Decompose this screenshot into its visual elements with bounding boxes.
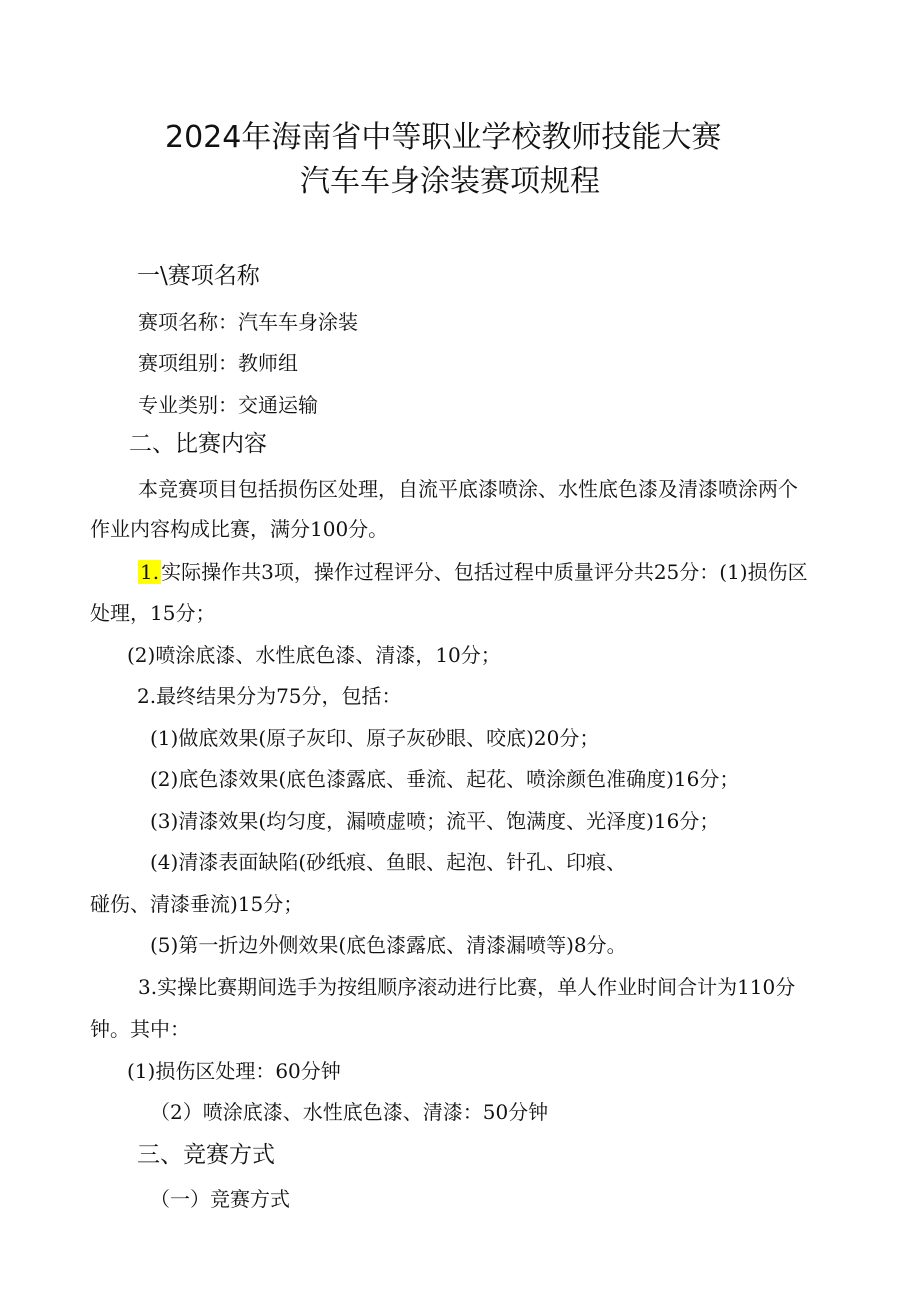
paragraph-1-line-1 — [138, 559, 808, 585]
result-item-1: (1)做底效果(原子灰印、原子灰砂眼、咬底)20分； — [150, 726, 600, 750]
paragraph-1-line-3: (2)喷涂底漆、水性底色漆、清漆，10分； — [127, 643, 501, 667]
section-2-heading: 二、比赛内容 — [129, 431, 267, 457]
section-3-heading: 三、竞赛方式 — [137, 1142, 275, 1168]
result-item-2: (2)底色漆效果(底色漆露底、垂流、起花、喷涂颜色准确度)16分； — [150, 767, 740, 791]
time-item-1: (1)损伤区处理：60分钟 — [127, 1059, 341, 1083]
highlighted-number: 1. — [140, 560, 160, 584]
time-item-2: （2）喷涂底漆、水性底色漆、清漆：50分钟 — [150, 1100, 549, 1124]
section-1-heading: 一\赛项名称 — [137, 263, 260, 289]
result-item-4: (4)清漆表面缺陷(砂纸痕、鱼眼、起泡、针孔、印痕、 — [150, 850, 627, 874]
paragraph-3-line-1: 3.实操比赛期间选手为按组顺序滚动进行比赛，单人作业时间合计为110分 — [138, 975, 796, 999]
section-3-subheading: （一）竞赛方式 — [150, 1187, 290, 1211]
title-line-1: 2024年海南省中等职业学校教师技能大赛 — [165, 120, 722, 155]
event-group: 赛项组别：教师组 — [138, 351, 298, 375]
paragraph-1-line-2: 处理，15分； — [90, 601, 216, 625]
paragraph-1-text: 实际操作共3项，操作过程评分、包括过程中质量评分共25分：(1)损伤区 — [161, 560, 808, 584]
title-line-2: 汽车车身涂装赛项规程 — [300, 164, 600, 199]
intro-line-2: 作业内容构成比赛，满分100分。 — [90, 517, 389, 541]
result-item-5: (5)第一折边外侧效果(底色漆露底、清漆漏喷等)8分。 — [150, 933, 627, 957]
paragraph-3-line-2: 钟。其中： — [90, 1017, 190, 1041]
intro-line-1: 本竞赛项目包括损伤区处理，自流平底漆喷涂、水性底色漆及清漆喷涂两个 — [138, 477, 798, 501]
result-item-3: (3)清漆效果(均匀度，漏喷虚喷；流平、饱满度、光泽度)16分； — [150, 809, 720, 833]
paragraph-2: 2.最终结果分为75分，包括： — [137, 684, 402, 708]
result-item-4-cont: 碰伤、清漆垂流)15分； — [90, 892, 304, 916]
event-name: 赛项名称：汽车车身涂装 — [138, 310, 358, 334]
major-category: 专业类别：交通运输 — [138, 393, 318, 417]
